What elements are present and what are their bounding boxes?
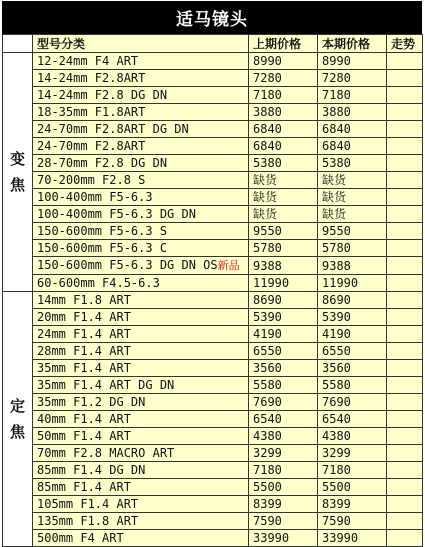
model-text: 150-600mm F5-6.3 C — [37, 241, 168, 255]
last-price-cell: 3880 — [249, 104, 318, 121]
trend-cell — [387, 360, 423, 377]
table-row — [3, 121, 423, 138]
table-row — [3, 223, 423, 240]
model-cell — [33, 53, 249, 70]
trend-cell — [387, 326, 423, 343]
trend-cell — [387, 377, 423, 394]
table-row — [3, 257, 423, 275]
last-price-cell: 缺货 — [249, 206, 318, 223]
this-price-cell: 5390 — [318, 309, 387, 326]
model-cell — [33, 206, 249, 223]
table-row — [3, 377, 423, 394]
this-price-cell: 3299 — [318, 445, 387, 462]
trend-cell — [387, 138, 423, 155]
model-cell — [33, 87, 249, 104]
model-text: 14-24mm F2.8 DG DN — [37, 88, 168, 102]
model-cell — [33, 462, 249, 479]
this-price-cell: 3560 — [318, 360, 387, 377]
model-text: 24-70mm F2.8ART — [37, 139, 146, 153]
table-row — [3, 496, 423, 513]
this-price-cell: 6840 — [318, 138, 387, 155]
model-text: 14-24mm F2.8ART — [37, 71, 146, 85]
model-text: 24-70mm F2.8ART DG DN — [37, 122, 189, 136]
trend-cell — [387, 394, 423, 411]
last-price-cell: 8690 — [249, 292, 318, 309]
last-price-cell: 5780 — [249, 240, 318, 257]
model-text: 135mm F1.8 ART — [37, 514, 139, 528]
model-text: 35mm F1.4 ART — [37, 361, 131, 375]
table-row — [3, 326, 423, 343]
last-price-cell: 5580 — [249, 377, 318, 394]
model-cell — [33, 257, 249, 275]
category-cell-prime — [3, 292, 33, 547]
last-price-cell: 11990 — [249, 275, 318, 292]
model-text: 35mm F1.2 DG DN — [37, 395, 146, 409]
model-text: 100-400mm F5-6.3 DG DN — [37, 207, 196, 221]
last-price-cell: 8399 — [249, 496, 318, 513]
model-cell — [33, 292, 249, 309]
this-price-cell: 7280 — [318, 70, 387, 87]
this-price-cell: 缺货 — [318, 172, 387, 189]
trend-cell — [387, 462, 423, 479]
this-price-cell: 9550 — [318, 223, 387, 240]
model-cell — [33, 172, 249, 189]
table-row — [3, 309, 423, 326]
this-price-cell: 7690 — [318, 394, 387, 411]
table-row — [3, 394, 423, 411]
model-text: 40mm F1.4 ART — [37, 412, 131, 426]
last-price-cell: 9550 — [249, 223, 318, 240]
table-row — [3, 479, 423, 496]
header-this-price: 本期价格 — [318, 35, 387, 53]
table-row — [3, 240, 423, 257]
table-row — [3, 70, 423, 87]
last-price-cell: 6840 — [249, 121, 318, 138]
this-price-cell: 5380 — [318, 155, 387, 172]
last-price-cell: 3560 — [249, 360, 318, 377]
table-row — [3, 360, 423, 377]
model-cell — [33, 309, 249, 326]
this-price-cell: 7180 — [318, 462, 387, 479]
trend-cell — [387, 343, 423, 360]
table-row — [3, 138, 423, 155]
last-price-cell: 4190 — [249, 326, 318, 343]
model-text: 105mm F1.4 ART — [37, 497, 139, 511]
model-cell — [33, 104, 249, 121]
model-cell — [33, 428, 249, 445]
model-cell — [33, 513, 249, 530]
trend-cell — [387, 104, 423, 121]
trend-cell — [387, 292, 423, 309]
model-text: 500mm F4 ART — [37, 531, 124, 545]
model-text: 85mm F1.4 ART — [37, 480, 131, 494]
this-price-cell: 6840 — [318, 121, 387, 138]
table-row — [3, 275, 423, 292]
this-price-cell: 4190 — [318, 326, 387, 343]
last-price-cell: 5500 — [249, 479, 318, 496]
last-price-cell: 缺货 — [249, 189, 318, 206]
trend-cell — [387, 189, 423, 206]
last-price-cell: 4380 — [249, 428, 318, 445]
model-text: 18-35mm F1.8ART — [37, 105, 146, 119]
this-price-cell: 6540 — [318, 411, 387, 428]
model-text: 50mm F1.4 ART — [37, 429, 131, 443]
model-cell — [33, 275, 249, 292]
model-cell — [33, 445, 249, 462]
model-text: 150-600mm F5-6.3 DG DN OS — [37, 258, 218, 272]
trend-cell — [387, 275, 423, 292]
trend-cell — [387, 206, 423, 223]
model-text: 85mm F1.4 DG DN — [37, 463, 146, 477]
model-cell — [33, 121, 249, 138]
table-row — [3, 411, 423, 428]
model-cell — [33, 343, 249, 360]
model-cell — [33, 223, 249, 240]
last-price-cell: 3299 — [249, 445, 318, 462]
last-price-cell: 7280 — [249, 70, 318, 87]
trend-cell — [387, 479, 423, 496]
this-price-cell: 4380 — [318, 428, 387, 445]
model-cell — [33, 394, 249, 411]
model-cell — [33, 70, 249, 87]
price-table-body — [3, 35, 423, 547]
category-cell-zoom — [3, 53, 33, 292]
model-text: 100-400mm F5-6.3 — [37, 190, 153, 204]
this-price-cell: 33990 — [318, 530, 387, 547]
category-label: 变焦 — [9, 150, 25, 194]
sheet-title: 适马镜头 — [2, 1, 422, 34]
last-price-cell: 6840 — [249, 138, 318, 155]
this-price-cell: 8990 — [318, 53, 387, 70]
model-cell — [33, 138, 249, 155]
last-price-cell: 8990 — [249, 53, 318, 70]
table-row — [3, 87, 423, 104]
trend-cell — [387, 172, 423, 189]
model-text: 28mm F1.4 ART — [37, 344, 131, 358]
table-row — [3, 155, 423, 172]
model-cell — [33, 326, 249, 343]
this-price-cell: 6550 — [318, 343, 387, 360]
table-row — [3, 53, 423, 70]
table-row — [3, 445, 423, 462]
last-price-cell: 缺货 — [249, 172, 318, 189]
trend-cell — [387, 121, 423, 138]
trend-cell — [387, 87, 423, 104]
header-corner — [3, 35, 33, 53]
last-price-cell: 7690 — [249, 394, 318, 411]
last-price-cell: 33990 — [249, 530, 318, 547]
trend-cell — [387, 155, 423, 172]
last-price-cell: 6540 — [249, 411, 318, 428]
last-price-cell: 7180 — [249, 462, 318, 479]
trend-cell — [387, 513, 423, 530]
model-text: 12-24mm F4 ART — [37, 54, 139, 68]
trend-cell — [387, 257, 423, 275]
model-text: 70mm F2.8 MACRO ART — [37, 446, 175, 460]
last-price-cell: 5380 — [249, 155, 318, 172]
this-price-cell: 缺货 — [318, 189, 387, 206]
trend-cell — [387, 223, 423, 240]
trend-cell — [387, 496, 423, 513]
header-model: 型号分类 — [33, 35, 249, 53]
header-last-price: 上期价格 — [249, 35, 318, 53]
model-text: 28-70mm F2.8 DG DN — [37, 156, 168, 170]
table-row — [3, 189, 423, 206]
this-price-cell: 9388 — [318, 257, 387, 275]
model-text: 24mm F1.4 ART — [37, 327, 131, 341]
model-cell — [33, 155, 249, 172]
category-label: 定焦 — [9, 397, 25, 441]
table-row — [3, 206, 423, 223]
table-row — [3, 428, 423, 445]
price-sheet — [2, 1, 422, 547]
this-price-cell: 11990 — [318, 275, 387, 292]
this-price-cell: 7590 — [318, 513, 387, 530]
trend-cell — [387, 309, 423, 326]
last-price-cell: 7590 — [249, 513, 318, 530]
price-table — [2, 34, 423, 547]
header-trend: 走势 — [387, 35, 423, 53]
table-row — [3, 343, 423, 360]
this-price-cell: 缺货 — [318, 206, 387, 223]
trend-cell — [387, 240, 423, 257]
last-price-cell: 9388 — [249, 257, 318, 275]
trend-cell — [387, 445, 423, 462]
this-price-cell: 8690 — [318, 292, 387, 309]
model-cell — [33, 496, 249, 513]
model-cell — [33, 479, 249, 496]
this-price-cell: 8399 — [318, 496, 387, 513]
trend-cell — [387, 70, 423, 87]
model-text: 14mm F1.8 ART — [37, 293, 131, 307]
table-row — [3, 292, 423, 309]
last-price-cell: 5390 — [249, 309, 318, 326]
model-cell — [33, 360, 249, 377]
model-text: 35mm F1.4 ART DG DN — [37, 378, 175, 392]
header-row — [3, 35, 423, 53]
this-price-cell: 3880 — [318, 104, 387, 121]
this-price-cell: 7180 — [318, 87, 387, 104]
last-price-cell: 7180 — [249, 87, 318, 104]
trend-cell — [387, 428, 423, 445]
last-price-cell: 6550 — [249, 343, 318, 360]
model-text: 60-600mm F4.5-6.3 — [37, 276, 160, 290]
model-cell — [33, 240, 249, 257]
this-price-cell: 5500 — [318, 479, 387, 496]
new-badge: 新品 — [217, 259, 240, 272]
table-row — [3, 104, 423, 121]
model-cell — [33, 377, 249, 394]
table-row — [3, 462, 423, 479]
this-price-cell: 5580 — [318, 377, 387, 394]
table-row — [3, 513, 423, 530]
trend-cell — [387, 53, 423, 70]
model-text: 150-600mm F5-6.3 S — [37, 224, 168, 238]
model-text: 70-200mm F2.8 S — [37, 173, 146, 187]
trend-cell — [387, 411, 423, 428]
this-price-cell: 5780 — [318, 240, 387, 257]
model-cell — [33, 189, 249, 206]
model-text: 20mm F1.4 ART — [37, 310, 131, 324]
model-cell — [33, 411, 249, 428]
table-row — [3, 172, 423, 189]
